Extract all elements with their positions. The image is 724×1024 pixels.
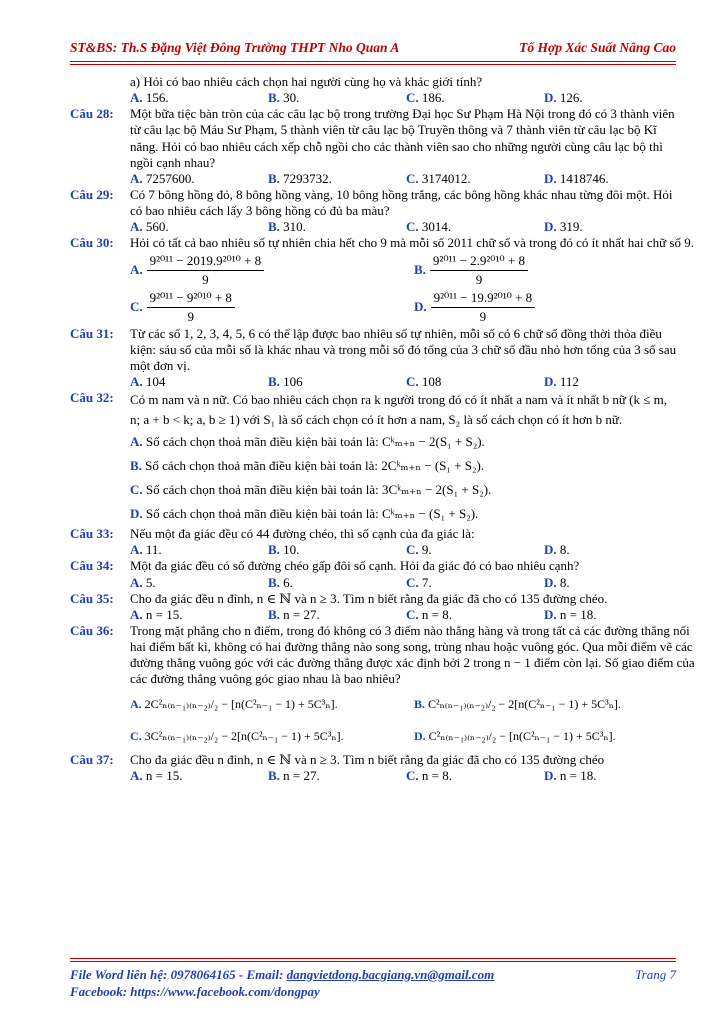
header-left-text: ST&BS: Th.S Đặng Việt Đông Trường THPT Nho Quan A xyxy=(70,40,400,55)
answer-option-a[interactable]: A. 7257600. xyxy=(130,171,195,187)
answer-option-c[interactable]: C. 3C²ₙ₍ₙ₋₁₎₍ₙ₋₂₎/₂ − 2[n(C²ₙ₋₁ − 1) + 5C³ₙ]. xyxy=(130,728,344,743)
header-right-text: Tổ Hợp Xác Suất Nâng Cao xyxy=(519,40,676,55)
question-list xyxy=(70,74,695,784)
answer-option-d[interactable]: D. C²ₙ₍ₙ₋₁₎₍ₙ₋₂₎/₂ − [n(C²ₙ₋₁ − 1) + 5C³ₙ]. xyxy=(414,728,616,743)
question-number: Câu 35: xyxy=(70,590,114,606)
answer-option-d[interactable]: D. 1418746. xyxy=(544,171,609,187)
answer-option-a[interactable]: A. n = 15. xyxy=(130,606,183,622)
answer-option-b[interactable]: B. 30. xyxy=(268,90,300,106)
question-number: Câu 34: xyxy=(70,558,114,574)
answer-row xyxy=(130,768,682,784)
question-text: Từ các số 1, 2, 3, 4, 5, 6 có thể lập được bao nhiêu số tự nhiên, mỗi số có 6 chữ số đồng thời thỏa điều kiện: sáu số của mỗi số là khác nhau và trong mỗi số đó tổng của 3 chữ số đầu nhỏ hơn tổng của 3 số sau một đơn vị. xyxy=(130,325,677,374)
answer-option-d[interactable]: D. 112 xyxy=(544,374,579,390)
answer-row xyxy=(130,688,698,720)
answer-option-a[interactable]: A. n = 15. xyxy=(130,767,183,783)
header-divider xyxy=(70,61,676,62)
question-number: Câu 29: xyxy=(70,187,114,203)
answer-row xyxy=(130,374,682,390)
question-text: Một bữa tiệc bàn tròn của các câu lạc bộ trong trường Đại học Sư Phạm Hà Nội trong đó có 3 thành viên từ câu lạc bộ Máu Sư Phạm, 5 thành viên từ câu lạc bộ Truyền thông và 7 thành viên từ câu lạc bộ Kĩ năng. Hỏi có bao nhiêu cách xếp chỗ ngồi cho các thành viên sao cho những người cùng câu lạc bộ thì ngồi cạnh nhau? xyxy=(130,106,675,170)
answer-option-b[interactable]: B. C²ₙ₍ₙ₋₁₎₍ₙ₋₂₎/₂ − 2[n(C²ₙ₋₁ − 1) + 5C³ₙ]. xyxy=(414,696,621,711)
question-32 xyxy=(70,390,676,526)
answer-option-d[interactable]: D. Số cách chọn thoả mãn điều kiện bài toán là: Cᵏₘ₊ₙ − (S₁ + S₂). xyxy=(130,506,479,522)
question-number: Câu 28: xyxy=(70,106,114,122)
answer-option-c[interactable]: C. n = 8. xyxy=(406,767,452,783)
answer-option-d[interactable]: D. n = 18. xyxy=(544,606,597,622)
question-36 xyxy=(70,622,695,752)
header-divider-2 xyxy=(70,64,676,65)
question-text: a) Hỏi có bao nhiêu cách chọn hai người cùng họ và khác giới tính? xyxy=(130,74,483,89)
question-number xyxy=(70,74,130,106)
answer-option-a[interactable]: A. 2C²ₙ₍ₙ₋₁₎₍ₙ₋₂₎/₂ − [n(C²ₙ₋₁ − 1) + 5C³ₙ]. xyxy=(130,696,338,711)
page-footer xyxy=(70,966,676,1000)
answer-option-c[interactable]: C. 186. xyxy=(406,90,445,106)
answer-row xyxy=(130,252,698,289)
question-33 xyxy=(70,526,676,558)
question-number: Câu 37: xyxy=(70,751,114,767)
question-31 xyxy=(70,326,676,391)
email-link[interactable]: dangvietdong.bacgiang.vn@gmail.com xyxy=(286,967,495,982)
question-number: Câu 32: xyxy=(70,390,114,406)
fraction: $\frac{\text{9²⁰¹¹ − 2019.9²⁰¹⁰ + 8}}{9}$ xyxy=(147,252,265,289)
answer-option-c[interactable]: C. n = 8. xyxy=(406,606,452,622)
answer-option-c[interactable]: C. 7. xyxy=(406,574,432,590)
answer-option-a[interactable]: A. 11. xyxy=(130,542,162,558)
footer-divider xyxy=(70,958,676,959)
facebook-link[interactable]: Facebook: https://www.facebook.com/dongpay xyxy=(70,984,320,999)
answer-option-a[interactable]: A. Số cách chọn thoả mãn điều kiện bài toán là: Cᵏₘ₊ₙ − 2(S₁ + S₂). xyxy=(130,434,485,450)
question-number: Câu 31: xyxy=(70,325,114,341)
question-28 xyxy=(70,106,676,187)
question-text: Cho đa giác đều n đỉnh, n ∈ ℕ và n ≥ 3. Tìm n biết rằng đa giác đã cho có 135 đường chéo xyxy=(130,751,605,767)
fraction: $\frac{\text{9²⁰¹¹ − 9²⁰¹⁰ + 8}}{9}$ xyxy=(147,289,235,326)
answer-option-d[interactable]: D. $\frac{\text{9²⁰¹¹ − 19.9²⁰¹⁰ + 8}}{9}$ xyxy=(414,289,698,326)
answer-option-a[interactable]: A. 104 xyxy=(130,374,166,390)
question-37 xyxy=(70,752,676,784)
question-text: Có 7 bông hồng đỏ, 8 bông hồng vàng, 10 bông hồng trắng, các bông hồng khác nhau từng đôi một. Hỏi có bao nhiêu cách lấy 3 bông hồng có đủ ba màu? xyxy=(130,187,673,219)
answer-option-b[interactable]: B. 106 xyxy=(268,374,303,390)
footer-divider-2 xyxy=(70,961,676,962)
answer-row xyxy=(130,171,682,187)
question-number: Câu 33: xyxy=(70,526,114,542)
answer-option-d[interactable]: D. 126. xyxy=(544,90,583,106)
answer-option-b[interactable]: B. n = 27. xyxy=(268,606,320,622)
answer-option-a[interactable]: A. $\frac{\text{9²⁰¹¹ − 2019.9²⁰¹⁰ + 8}}{9}$ xyxy=(130,252,414,289)
answer-row xyxy=(130,607,682,623)
answer-row xyxy=(130,575,682,591)
answer-option-d[interactable]: D. 319. xyxy=(544,219,583,235)
answer-option-b[interactable]: B. Số cách chọn thoả mãn điều kiện bài toán là: 2Cᵏₘ₊ₙ − (S₁ + S₂). xyxy=(130,458,485,474)
answer-option-b[interactable]: B. 7293732. xyxy=(268,171,332,187)
answer-option-c[interactable]: C. 9. xyxy=(406,542,432,558)
question-number: Câu 36: xyxy=(70,622,114,638)
answer-option-b[interactable]: B. n = 27. xyxy=(268,767,320,783)
fraction: $\frac{\text{9²⁰¹¹ − 19.9²⁰¹⁰ + 8}}{9}$ xyxy=(431,289,536,326)
question-text: Có m nam và n nữ. Có bao nhiêu cách chọn ra k người trong đó có ít nhất a nam và ít nhất b nữ (k ≤ m, n; a + b < k; a, b ≥ 1) với S₁ là số cách chọn có ít hơn a nam, S₂ là số cách chọn có ít hơn b nữ. xyxy=(130,392,667,428)
answer-option-c[interactable]: C. 3174012. xyxy=(406,171,471,187)
answer-option-d[interactable]: D. n = 18. xyxy=(544,767,597,783)
answer-option-c[interactable]: C. 108 xyxy=(406,374,442,390)
fraction: $\frac{\text{9²⁰¹¹ − 2.9²⁰¹⁰ + 8}}{9}$ xyxy=(430,252,528,289)
answer-option-c[interactable]: C. Số cách chọn thoả mãn điều kiện bài toán là: 3Cᵏₘ₊ₙ − 2(S₁ + S₂). xyxy=(130,482,492,498)
question-30 xyxy=(70,235,695,325)
question-text: Một đa giác đều có số đường chéo gấp đôi số cạnh. Hỏi đa giác đó có bao nhiêu cạnh? xyxy=(130,558,580,574)
answer-row xyxy=(130,219,682,235)
answer-option-a[interactable]: A. 5. xyxy=(130,574,156,590)
answer-row xyxy=(130,90,682,106)
answer-option-b[interactable]: B. $\frac{\text{9²⁰¹¹ − 2.9²⁰¹⁰ + 8}}{9}$ xyxy=(414,252,698,289)
answer-option-a[interactable]: A. 560. xyxy=(130,219,169,235)
page-header xyxy=(70,40,676,56)
question-29 xyxy=(70,187,676,235)
question-number: Câu 30: xyxy=(70,235,114,251)
question-35 xyxy=(70,591,676,623)
page-number: Trang 7 xyxy=(635,967,676,982)
answer-option-d[interactable]: D. 8. xyxy=(544,574,570,590)
answer-option-a[interactable]: A. 156. xyxy=(130,90,169,106)
question-27a xyxy=(70,74,676,106)
answer-row xyxy=(130,542,682,558)
answer-option-b[interactable]: B. 310. xyxy=(268,219,306,235)
question-text: Nếu một đa giác đều có 44 đường chéo, thì số cạnh của đa giác là: xyxy=(130,526,475,542)
answer-option-b[interactable]: B. 6. xyxy=(268,574,293,590)
answer-option-b[interactable]: B. 10. xyxy=(268,542,300,558)
answer-option-c[interactable]: C. 3014. xyxy=(406,219,452,235)
question-text: Trong mặt phẳng cho n điểm, trong đó không có 3 điểm nào thẳng hàng và trong tất cả các đường thẳng nối hai điểm bất kì, không có hai đường thẳng nào song song, trùng nhau hoặc vuông góc. Qua mỗi điểm vẽ các đường thẳng vuông góc với các đường thẳng được xác định bởi 2 trong n − 1 điểm còn lại. Số giao điểm của các đường thẳng vuông góc giao nhau là bao nhiêu? xyxy=(130,622,695,687)
question-text: Hỏi có tất cả bao nhiêu số tự nhiên chia hết cho 9 mà mỗi số 2011 chữ số và trong đó có ít nhất hai chữ số 9. xyxy=(130,235,695,251)
answer-row xyxy=(130,289,698,326)
answer-option-c[interactable]: C. $\frac{\text{9²⁰¹¹ − 9²⁰¹⁰ + 8}}{9}$ xyxy=(130,289,414,326)
answer-option-d[interactable]: D. 8. xyxy=(544,542,570,558)
footer-contact: File Word liên hệ: 0978064165 - Email: xyxy=(70,967,287,982)
question-text: Cho đa giác đều n đỉnh, n ∈ ℕ và n ≥ 3. Tìm n biết rằng đa giác đã cho có 135 đường chéo. xyxy=(130,590,608,606)
question-34 xyxy=(70,558,676,590)
answer-row xyxy=(130,720,698,752)
